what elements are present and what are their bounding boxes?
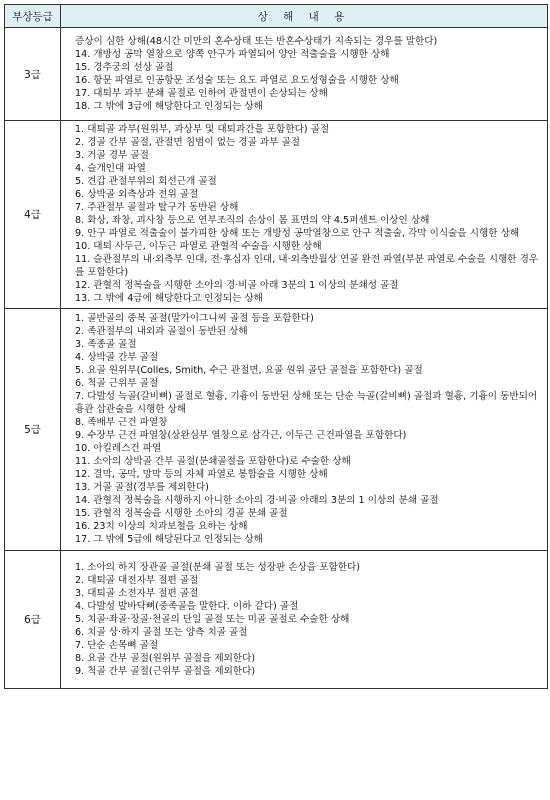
grade-cell: 5급: [5, 309, 61, 551]
list-item: 9. 수장부 근건 파열창(상완심부 열창으로 삼각근, 이두근 근건파열을 포함한다): [75, 430, 407, 441]
list-item: 17. 대퇴부 과부 분쇄 골절로 인하여 관절면이 손상되는 상해: [75, 87, 328, 99]
list-item: 9. 척골 간부 골절(근위부 골절을 제외한다): [75, 665, 256, 677]
content-column-header: 상 해 내 용: [61, 5, 548, 28]
table-row: [5, 309, 548, 551]
grade-column-header: 부상등급: [5, 5, 61, 28]
grade-cell: 4급: [5, 121, 61, 309]
list-item: 8. 화상, 좌창, 괴사창 등으로 연부조직의 손상이 몸 표면의 약 4.5퍼센트 이상인 상해: [75, 215, 430, 226]
injury-list-cell: [61, 309, 548, 551]
list-item: 15. 경추궁의 선상 골절: [75, 61, 174, 73]
grade-cell: 6급: [5, 551, 61, 689]
table-row: [5, 121, 548, 309]
list-item: 6. 치골 상·하지 골절 또는 양측 치골 골절: [75, 626, 248, 638]
list-item: 16. 23치 이상의 치과보철을 요하는 상해: [75, 521, 248, 532]
list-item: 17. 그 밖에 5급에 해당된다고 인정되는 상해: [75, 534, 263, 545]
table-header-row: [5, 5, 548, 28]
list-item: 2. 경골 간부 골절, 관절면 침범이 없는 경골 과부 골절: [75, 137, 300, 148]
list-item: 9. 안구 파열로 적출술이 불가피한 상해 또는 개방성 공막열창으로 안구 적출술, 각막 이식술을 시행한 상해: [75, 228, 520, 239]
list-item: 1. 골반골의 중복 골절(말가이그니씨 골절 등을 포함한다): [75, 313, 314, 324]
table-row: [5, 551, 548, 689]
injury-list-cell: [61, 121, 548, 309]
list-item: 3. 대퇴골 소전자부 절편 골절: [75, 587, 199, 599]
list-item: 10. 대퇴 사두근, 이두근 파열로 관혈적 수술을 시행한 상해: [75, 241, 322, 252]
list-item: 1. 소아의 하지 장관골 골절(분쇄 골절 또는 성장판 손상을 포함한다): [75, 561, 361, 573]
list-item: 7. 주관절부 골절과 탈구가 동반된 상해: [75, 202, 239, 213]
list-item: 12. 관혈적 정복술을 시행한 소아의 경·비골 아래 3분의 1 이상의 분쇄성 골절: [75, 280, 399, 291]
list-item: 2. 족관절부의 내외과 골절이 동반된 상해: [75, 326, 248, 337]
list-item: 1. 대퇴골 과부(원위부, 과상부 및 대퇴과간을 포함한다) 골절: [75, 124, 330, 135]
list-item: 6. 상박골 외측상과 전위 골절: [75, 189, 199, 200]
list-item: 11. 슬관절부의 내·외측부 인대, 전·후십자 인대, 내·외측반월상 연골 완전 파열(부분 파열로 수술을 시행한 경우를 포함한다): [75, 254, 539, 278]
list-item: 5. 견갑 관절부위의 회선근개 골절: [75, 176, 217, 187]
list-item: 7. 다발성 늑골(갈비뼈) 골절로 혈흉, 기흉이 동반된 상해 또는 단순 늑골(갈비뼈) 골절과 혈흉, 기흉이 동반되어 흉관 삽관술을 시행한 상해: [75, 391, 538, 415]
list-item: 11. 소아의 상박골 간부 골절(분쇄골절을 포함한다)로 수술한 상해: [75, 456, 351, 467]
injury-list-cell: [61, 551, 548, 689]
list-item: 5. 요골 원위부(Colles, Smith, 수근 관절면, 요골 원위 골단 골절을 포함한다) 골절: [75, 365, 423, 376]
list-item: 4. 상박골 간부 골절: [75, 352, 159, 363]
list-item: 5. 치골·좌골·장골·천골의 단일 골절 또는 미골 골절로 수술한 상해: [75, 613, 350, 625]
injury-grade-table: [4, 4, 548, 689]
list-item: 6. 척골 근위부 골절: [75, 378, 159, 389]
list-item: 8. 족배부 근건 파열창: [75, 417, 168, 428]
table-row: [5, 28, 548, 121]
list-item: 3. 거골 경부 골절: [75, 150, 149, 161]
list-item: 12. 결막, 공막, 망막 등의 자체 파열로 봉합술을 시행한 상해: [75, 469, 328, 480]
list-item: 7. 단순 손목뼈 골절: [75, 639, 159, 651]
list-item: 16. 항문 파열로 인공항문 조성술 또는 요도 파열로 요도성형술을 시행한 상해: [75, 74, 399, 86]
list-item: 13. 거골 골절(경부를 제외한다): [75, 482, 209, 493]
list-item: 증상이 심한 상해(48시간 미만의 혼수상태 또는 반혼수상태가 지속되는 경우를 말한다): [75, 35, 438, 47]
grade-cell: 3급: [5, 28, 61, 121]
list-item: 2. 대퇴골 대전자부 절편 골절: [75, 574, 199, 586]
list-item: 8. 요골 간부 골절(원위부 골절을 제외한다): [75, 652, 256, 664]
injury-list-cell: [61, 28, 548, 121]
list-item: 13. 그 밖에 4급에 해당한다고 인정되는 상해: [75, 293, 263, 304]
list-item: 18. 그 밖에 3급에 해당한다고 인정되는 상해: [75, 100, 263, 112]
list-item: 4. 다발성 발바닥뼈(중족골을 말한다. 이하 같다) 골절: [75, 600, 299, 612]
list-item: 14. 개방성 공막 열창으로 양쪽 안구가 파열되어 양안 적출술을 시행한 상해: [75, 48, 390, 60]
list-item: 4. 슬개인대 파열: [75, 163, 146, 174]
list-item: 14. 관혈적 정복술을 시행하지 아니한 소아의 경·비골 아래의 3분의 1 이상의 분쇄 골절: [75, 495, 439, 506]
list-item: 10. 아킬레스건 파열: [75, 443, 162, 454]
list-item: 3. 족종골 골절: [75, 339, 137, 350]
list-item: 15. 관혈적 정복술을 시행한 소아의 경골 분쇄 골절: [75, 508, 288, 519]
